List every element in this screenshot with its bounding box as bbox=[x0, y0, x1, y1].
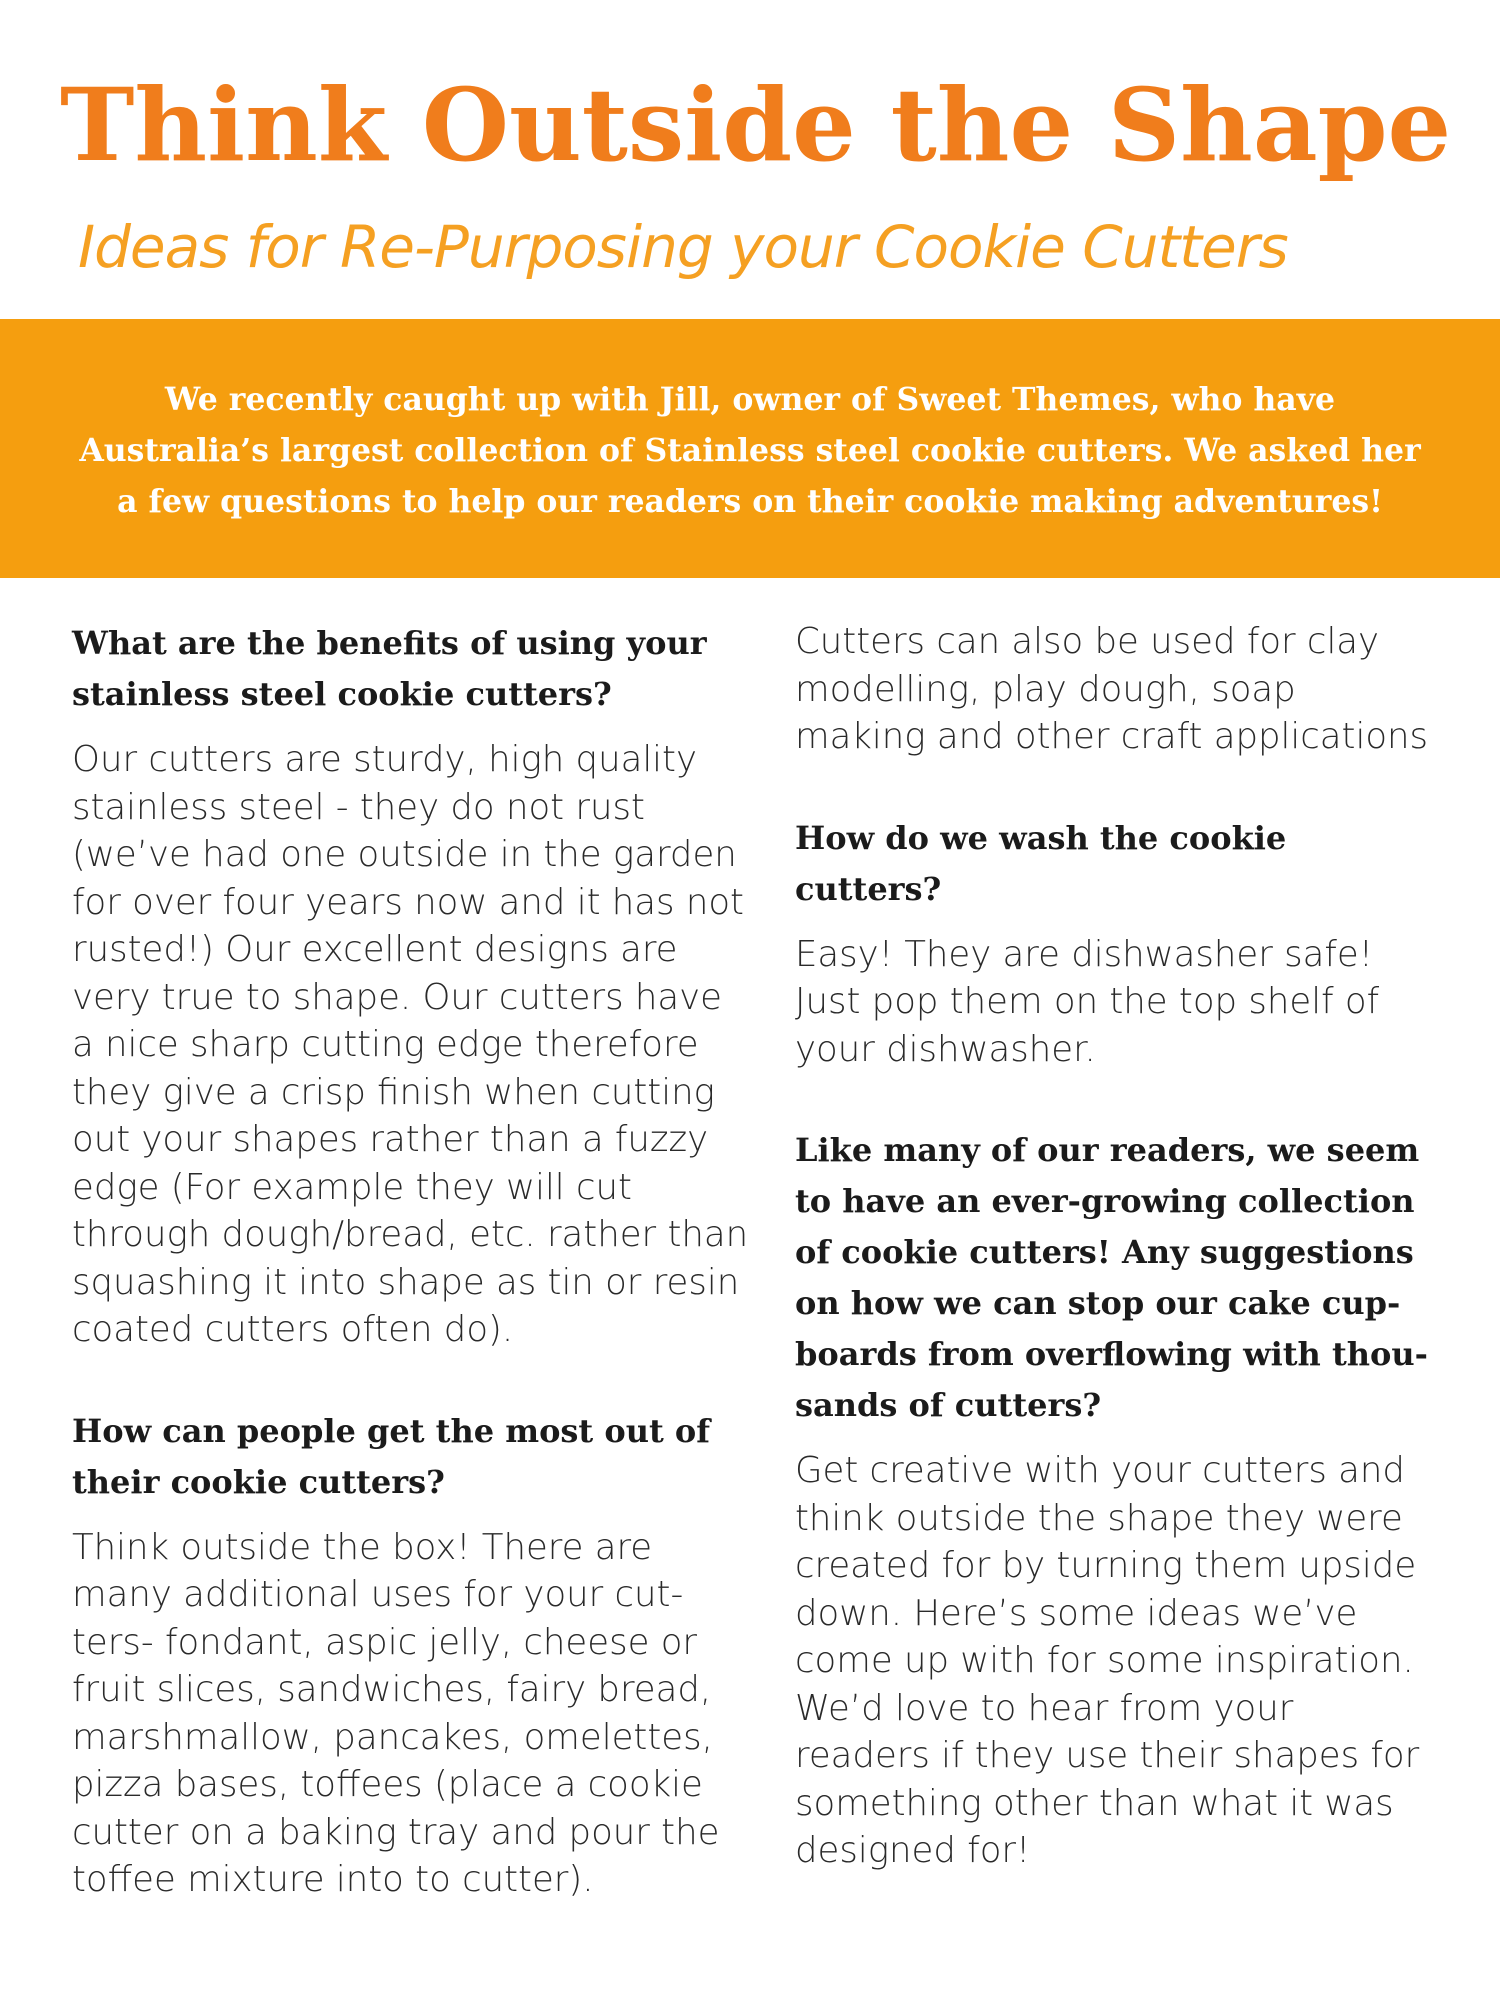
question-washing: How do we wash the cookie cutters? bbox=[795, 818, 1287, 908]
intro-text: We recently caught up with Jill, owner of Sweet Themes, who have Australia’s largest collection of Stainless steel cookie cutters. We asked her a few questions to help our readers on their cookie making adventures! bbox=[79, 381, 1421, 520]
question-storage: Like many of our readers, we seem to have an ever-growing collection of cookie cutters! Any suggestions on how we can stop our cake cup-boards from overflowing with thou-sands of cutters? bbox=[795, 1131, 1428, 1424]
question-most-out-of-cutters: How can people get the most out of their cookie cutters? bbox=[72, 1411, 710, 1501]
answer-washing: Easy! They are dishwasher safe! Just pop them on the top shelf of your dishwasher. bbox=[795, 933, 1380, 1070]
question-benefits: What are the benefits of using your stainless steel cookie cutters? bbox=[72, 624, 707, 713]
page-title: Think Outside the Shape bbox=[60, 66, 1452, 184]
left-column bbox=[72, 618, 752, 1904]
answer-storage: Get creative with your cutters and think outside the shape they were created for by turning them upside down. Here’s some ideas we’ve come up with for some inspiration. We’d love to hear from your readers if they use their shapes for something other than what it was designed for! bbox=[795, 1450, 1420, 1871]
intro-banner bbox=[0, 319, 1500, 578]
right-column bbox=[795, 618, 1435, 1875]
page-subtitle: Ideas for Re-Purposing your Cookie Cutters bbox=[78, 213, 1288, 281]
answer-benefits: Our cutters are sturdy, high quality stainless steel - they do not rust (we’ve had one outside in the garden for over four years now and it has not rusted!) Our excellent designs are very true to shape. Our cutters have a nice sharp cutting edge therefore they give a crisp finish when cutting out your shapes rather than a fuzzy edge (For example they will cut through dough/bread, etc. rather than squashing it into shape as tin or resin coated cutters often do). bbox=[72, 739, 749, 1350]
answer-most-out-of-cutters: Think outside the box! There are many additional uses for your cut-ters- fondant, aspic jelly, cheese or fruit slices, sandwiches, fairy bread, marshmallow, pancakes, omelettes, pizza bases, toffees (place a cookie cutter on a baking tray and pour the toffee mixture into to cutter). bbox=[72, 1526, 720, 1900]
answer-most-out-of-cutters-continued: Cutters can also be used for clay modelling, play dough, soap making and other craft applications bbox=[795, 621, 1429, 757]
